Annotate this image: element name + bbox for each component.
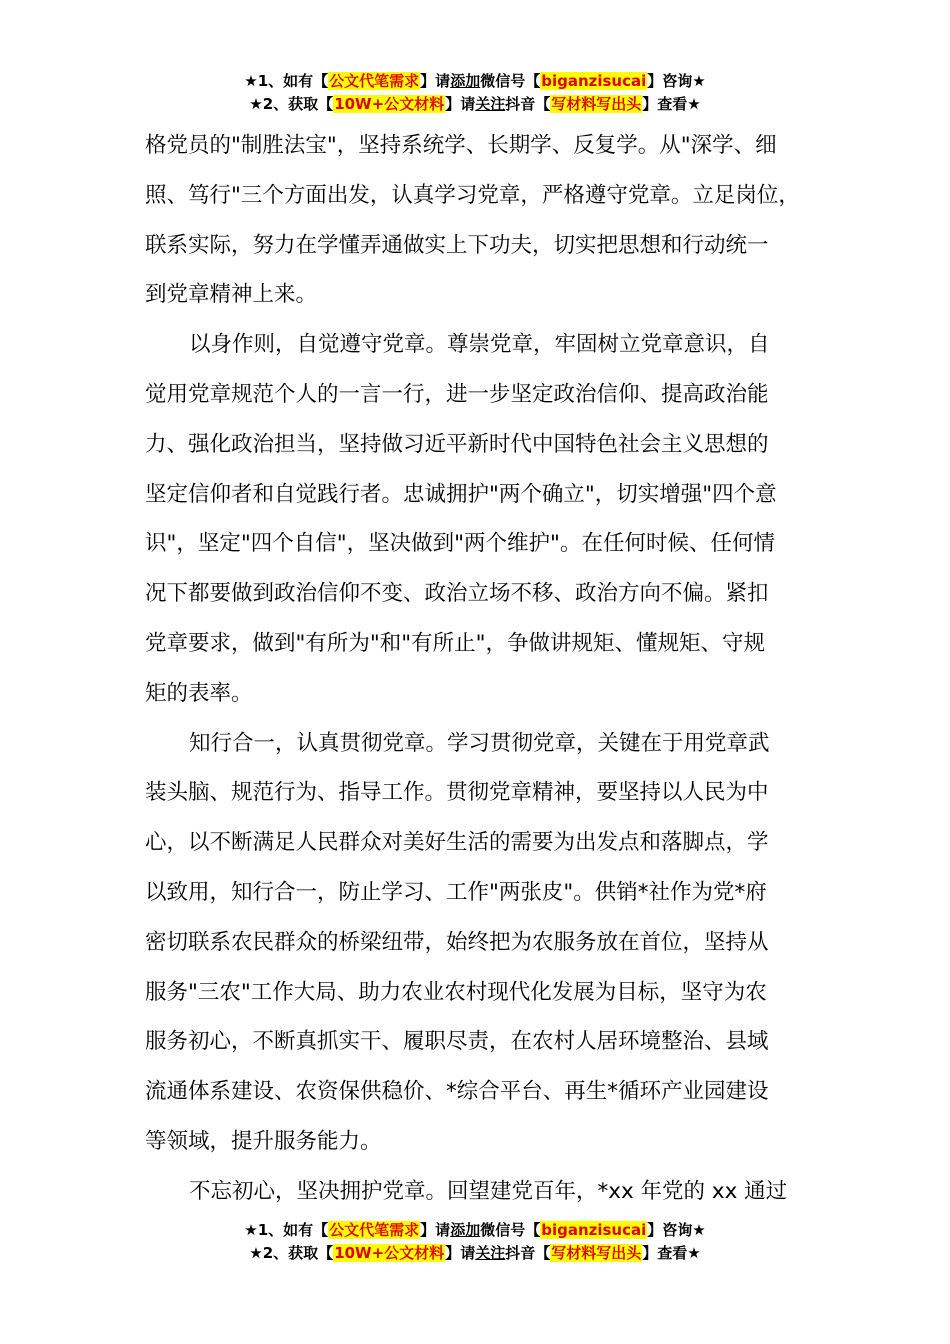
- banner-text: 抖音【: [505, 95, 551, 113]
- banner-text: ★2、获取【: [249, 95, 334, 113]
- banner-text: 】请: [445, 95, 476, 113]
- paragraph-line: 识"，坚定"四个自信"，坚决做到"两个维护"。在任何时候、任何情: [145, 531, 775, 557]
- paragraph-line: 觉用党章规范个人的一言一行，进一步坚定政治信仰、提高政治能: [145, 381, 769, 407]
- paragraph-line: 到党章精神上来。: [145, 282, 318, 308]
- banner-text: 】咨询★: [647, 72, 706, 90]
- paragraph-line: 心，以不断满足人民群众对美好生活的需要为出发点和落脚点，学: [145, 830, 769, 856]
- paragraph-line: 流通体系建设、农资保供稳价、*综合平台、再生*循环产业园建设: [145, 1079, 769, 1105]
- paragraph-line: 以身作则，自觉遵守党章。尊崇党章，牢固树立党章意识，自: [189, 332, 770, 358]
- paragraph-line: 力、强化政治担当，坚持做习近平新时代中国特色社会主义思想的: [145, 431, 769, 457]
- paragraph-line: 党章要求，做到"有所为"和"有所止"，争做讲规矩、懂规矩、守规: [145, 630, 766, 656]
- paragraph-line: 矩的表率。: [145, 680, 253, 706]
- banner-line-2: [0, 1242, 950, 1265]
- highlight-materials: 10W+公文材料: [334, 95, 445, 113]
- banner-text: 抖音【: [505, 1244, 551, 1262]
- highlight-wechat-id: biganzisucai: [541, 72, 647, 90]
- paragraph-line: 坚定信仰者和自觉践行者。忠诚拥护"两个确立"，切实增强"四个意: [145, 481, 777, 507]
- banner-text: 】咨询★: [647, 1221, 706, 1239]
- highlight-douyin-account: 写材料写出头: [551, 95, 642, 113]
- highlight-ghostwriting: 公文代笔需求: [329, 72, 420, 90]
- header-banner: [0, 70, 950, 116]
- banner-underlined-text: 添加: [450, 72, 481, 90]
- banner-text: ★1、如有【: [244, 72, 329, 90]
- paragraph-line: 密切联系农民群众的桥梁纽带，始终把为农服务放在首位，坚持从: [145, 929, 769, 955]
- banner-text: 】查看★: [642, 1244, 701, 1262]
- paragraph-line: 服务初心，不断真抓实干、履职尽责，在农村人居环境整治、县域: [145, 1029, 769, 1055]
- paragraph-line: 知行合一，认真贯彻党章。学习贯彻党章，关键在于用党章武: [189, 730, 770, 756]
- paragraph-line: 况下都要做到政治信仰不变、政治立场不移、政治方向不偏。紧扣: [145, 581, 769, 607]
- banner-line-1: [0, 70, 950, 93]
- paragraph-line: 以致用，知行合一，防止学习、工作"两张皮"。供销*社作为党*府: [145, 879, 767, 905]
- paragraph-2: [145, 320, 835, 718]
- banner-text: 微信号【: [480, 72, 541, 90]
- banner-text: 】请: [420, 1221, 451, 1239]
- paragraph-line: 等领域，提升服务能力。: [145, 1128, 382, 1154]
- document-body: [145, 121, 835, 1217]
- banner-text: 微信号【: [480, 1221, 541, 1239]
- banner-line-1: [0, 1219, 950, 1242]
- paragraph-line: 格党员的"制胜法宝"，坚持系统学、长期学、反复学。从"深学、细: [145, 133, 777, 158]
- highlight-ghostwriting: 公文代笔需求: [329, 1221, 420, 1239]
- banner-underlined-text: 关注: [475, 95, 506, 113]
- highlight-douyin-account: 写材料写出头: [551, 1244, 642, 1262]
- paragraph-line: 装头脑、规范行为、指导工作。贯彻党章精神，要坚持以人民为中: [145, 780, 769, 806]
- banner-text: 】请: [420, 72, 451, 90]
- banner-underlined-text: 关注: [475, 1244, 506, 1262]
- paragraph-3: [145, 719, 835, 1167]
- footer-banner: [0, 1219, 950, 1265]
- banner-underlined-text: 添加: [450, 1221, 481, 1239]
- paragraph-4: [145, 1167, 835, 1217]
- paragraph-1: [145, 121, 835, 320]
- banner-text: 】请: [445, 1244, 476, 1262]
- banner-text: ★2、获取【: [249, 1244, 334, 1262]
- highlight-materials: 10W+公文材料: [334, 1244, 445, 1262]
- banner-text: ★1、如有【: [244, 1221, 329, 1239]
- paragraph-line: 不忘初心，坚决拥护党章。回望建党百年，*xx 年党的 xx 通过: [189, 1178, 788, 1204]
- banner-line-2: [0, 93, 950, 116]
- paragraph-line: 照、笃行"三个方面出发，认真学习党章，严格遵守党章。立足岗位，: [145, 182, 800, 208]
- highlight-wechat-id: biganzisucai: [541, 1221, 647, 1239]
- paragraph-line: 服务"三农"工作大局、助力农业农村现代化发展为目标，坚守为农: [145, 979, 767, 1005]
- banner-text: 】查看★: [642, 95, 701, 113]
- paragraph-line: 联系实际，努力在学懂弄通做实上下功夫，切实把思想和行动统一: [145, 232, 769, 258]
